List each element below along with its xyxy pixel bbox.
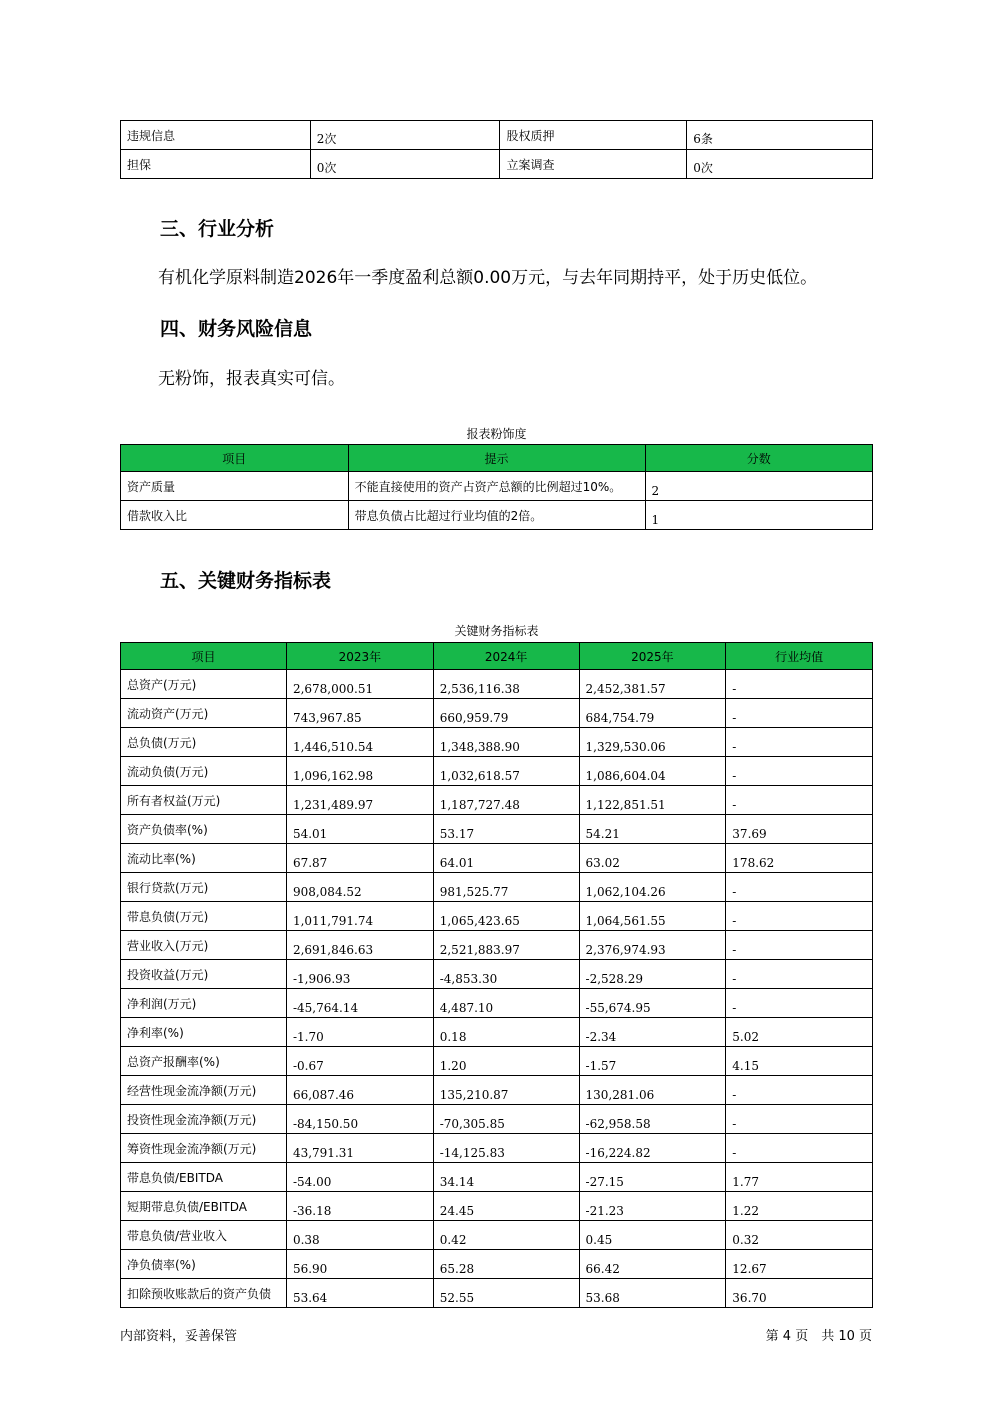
table-row — [121, 472, 873, 501]
info-label: 股权质押 — [500, 121, 687, 150]
metric-value: 743,967.85 — [286, 699, 433, 728]
table-row — [121, 844, 873, 873]
metric-value: 0.45 — [579, 1221, 726, 1250]
metric-value: - — [726, 989, 873, 1018]
metric-value: 1,064,561.55 — [579, 902, 726, 931]
metric-label: 带息负债/营业收入 — [121, 1221, 287, 1250]
metric-value: 0.32 — [726, 1221, 873, 1250]
metric-value: 1.77 — [726, 1163, 873, 1192]
table-cell: 1 — [645, 501, 873, 530]
metric-value: 1,062,104.26 — [579, 873, 726, 902]
metric-value: 0.42 — [433, 1221, 579, 1250]
table-row — [121, 873, 873, 902]
metric-label: 所有者权益(万元) — [121, 786, 287, 815]
metric-label: 扣除预收账款后的资产负债 — [121, 1279, 287, 1308]
metric-value: 37.69 — [726, 815, 873, 844]
metric-label: 流动资产(万元) — [121, 699, 287, 728]
metric-value: 0.38 — [286, 1221, 433, 1250]
metric-value: -4,853.30 — [433, 960, 579, 989]
metric-value: -0.67 — [286, 1047, 433, 1076]
metric-value: 1.20 — [433, 1047, 579, 1076]
metric-value: 2,691,846.63 — [286, 931, 433, 960]
metric-value: 63.02 — [579, 844, 726, 873]
metric-value: -21.23 — [579, 1192, 726, 1221]
table-row — [121, 728, 873, 757]
metric-label: 营业收入(万元) — [121, 931, 287, 960]
metric-value: 684,754.79 — [579, 699, 726, 728]
info-label: 违规信息 — [121, 121, 311, 150]
metric-label: 带息负债/EBITDA — [121, 1163, 287, 1192]
table-row — [121, 1192, 873, 1221]
metric-value: 0.18 — [433, 1018, 579, 1047]
metric-value: 1,231,489.97 — [286, 786, 433, 815]
column-header: 2025年 — [579, 643, 726, 670]
footer-left: 内部资料，妥善保管 — [120, 1329, 238, 1344]
metric-value: 1,011,791.74 — [286, 902, 433, 931]
table-row — [121, 699, 873, 728]
table-caption: 关键财务指标表 — [454, 624, 539, 638]
metric-value: 1,065,423.65 — [433, 902, 579, 931]
metric-value: 1,348,388.90 — [433, 728, 579, 757]
metric-value: 34.14 — [433, 1163, 579, 1192]
info-value: 6条 — [687, 121, 873, 150]
metric-value: 36.70 — [726, 1279, 873, 1308]
info-label: 立案调查 — [500, 150, 687, 179]
metric-value: -2.34 — [579, 1018, 726, 1047]
metric-value: 660,959.79 — [433, 699, 579, 728]
table-cell: 资产质量 — [121, 472, 349, 501]
metric-value: 66,087.46 — [286, 1076, 433, 1105]
metric-value: 2,452,381.57 — [579, 670, 726, 699]
metric-value: 56.90 — [286, 1250, 433, 1279]
metric-label: 资产负债率(%) — [121, 815, 287, 844]
table-header-row — [121, 445, 873, 472]
kpi-table — [120, 642, 873, 1308]
table-cell: 带息负债占比超过行业均值的2倍。 — [348, 501, 645, 530]
metric-value: - — [726, 1076, 873, 1105]
metric-value: -14,125.83 — [433, 1134, 579, 1163]
page-number: 第 4 页 共 10 页 — [765, 1329, 872, 1344]
metric-value: -16,224.82 — [579, 1134, 726, 1163]
metric-value: 53.17 — [433, 815, 579, 844]
table-cell: 借款收入比 — [121, 501, 349, 530]
metric-label: 总负债(万元) — [121, 728, 287, 757]
metric-value: - — [726, 728, 873, 757]
table-row — [121, 786, 873, 815]
metric-value: 67.87 — [286, 844, 433, 873]
metric-label: 经营性现金流净额(万元) — [121, 1076, 287, 1105]
metric-value: 908,084.52 — [286, 873, 433, 902]
section-heading: 四、财务风险信息 — [160, 318, 313, 340]
metric-label: 短期带息负债/EBITDA — [121, 1192, 287, 1221]
metric-label: 流动比率(%) — [121, 844, 287, 873]
metric-value: -54.00 — [286, 1163, 433, 1192]
metric-value: 1,032,618.57 — [433, 757, 579, 786]
metric-value: -55,674.95 — [579, 989, 726, 1018]
column-header: 项目 — [121, 445, 349, 472]
metric-value: 65.28 — [433, 1250, 579, 1279]
metric-value: - — [726, 757, 873, 786]
metric-label: 流动负债(万元) — [121, 757, 287, 786]
metric-value: - — [726, 786, 873, 815]
table-row — [121, 815, 873, 844]
info-value: 2次 — [310, 121, 500, 150]
metric-value: - — [726, 699, 873, 728]
metric-value: 130,281.06 — [579, 1076, 726, 1105]
metric-value: -1,906.93 — [286, 960, 433, 989]
table-row — [121, 670, 873, 699]
section-text: 无粉饰，报表真实可信。 — [158, 369, 345, 389]
table-cell: 2 — [645, 472, 873, 501]
section-heading: 三、行业分析 — [160, 218, 275, 240]
metric-value: 66.42 — [579, 1250, 726, 1279]
section-heading: 五、关键财务指标表 — [160, 570, 332, 592]
column-header: 项目 — [121, 643, 287, 670]
metric-value: 53.68 — [579, 1279, 726, 1308]
table-row — [121, 1018, 873, 1047]
metric-label: 投资性现金流净额(万元) — [121, 1105, 287, 1134]
metric-value: 4,487.10 — [433, 989, 579, 1018]
table-row — [121, 150, 873, 179]
metric-value: 1,122,851.51 — [579, 786, 726, 815]
metric-label: 总资产(万元) — [121, 670, 287, 699]
table-row — [121, 960, 873, 989]
metric-value: - — [726, 931, 873, 960]
fraud-table — [120, 444, 873, 530]
metric-value: 981,525.77 — [433, 873, 579, 902]
metric-value: -62,958.58 — [579, 1105, 726, 1134]
table-row — [121, 1163, 873, 1192]
info-value: 0次 — [687, 150, 873, 179]
column-header: 2023年 — [286, 643, 433, 670]
table-caption: 报表粉饰度 — [466, 427, 527, 441]
metric-value: 53.64 — [286, 1279, 433, 1308]
metric-value: - — [726, 1134, 873, 1163]
metric-value: 12.67 — [726, 1250, 873, 1279]
metric-value: 1,086,604.04 — [579, 757, 726, 786]
metric-value: 64.01 — [433, 844, 579, 873]
table-row — [121, 1250, 873, 1279]
metric-value: 2,521,883.97 — [433, 931, 579, 960]
metric-value: - — [726, 873, 873, 902]
metric-value: 5.02 — [726, 1018, 873, 1047]
table-row — [121, 1134, 873, 1163]
metric-value: 54.01 — [286, 815, 433, 844]
metric-value: -84,150.50 — [286, 1105, 433, 1134]
metric-label: 筹资性现金流净额(万元) — [121, 1134, 287, 1163]
metric-value: -70,305.85 — [433, 1105, 579, 1134]
table-cell: 不能直接使用的资产占资产总额的比例超过10%。 — [348, 472, 645, 501]
table-row — [121, 989, 873, 1018]
metric-label: 净负债率(%) — [121, 1250, 287, 1279]
column-header: 2024年 — [433, 643, 579, 670]
metric-value: 1,329,530.06 — [579, 728, 726, 757]
table-row — [121, 121, 873, 150]
table-row — [121, 757, 873, 786]
metric-value: 1,096,162.98 — [286, 757, 433, 786]
metric-value: 2,536,116.38 — [433, 670, 579, 699]
table-row — [121, 1076, 873, 1105]
metric-value: -45,764.14 — [286, 989, 433, 1018]
column-header: 行业均值 — [726, 643, 873, 670]
metric-label: 净利润(万元) — [121, 989, 287, 1018]
metric-label: 投资收益(万元) — [121, 960, 287, 989]
metric-value: -2,528.29 — [579, 960, 726, 989]
info-label: 担保 — [121, 150, 311, 179]
metric-value: -36.18 — [286, 1192, 433, 1221]
metric-value: 1,187,727.48 — [433, 786, 579, 815]
table-row — [121, 1105, 873, 1134]
metric-value: 2,376,974.93 — [579, 931, 726, 960]
metric-value: 178.62 — [726, 844, 873, 873]
metric-label: 银行贷款(万元) — [121, 873, 287, 902]
metric-value: - — [726, 902, 873, 931]
metric-value: 24.45 — [433, 1192, 579, 1221]
table-row — [121, 501, 873, 530]
metric-value: - — [726, 1105, 873, 1134]
metric-value: 135,210.87 — [433, 1076, 579, 1105]
column-header: 分数 — [645, 445, 873, 472]
metric-value: 52.55 — [433, 1279, 579, 1308]
table-header-row — [121, 643, 873, 670]
metric-value: -27.15 — [579, 1163, 726, 1192]
metric-value: 54.21 — [579, 815, 726, 844]
metric-value: 1.22 — [726, 1192, 873, 1221]
metric-label: 总资产报酬率(%) — [121, 1047, 287, 1076]
kpi-table-body — [121, 670, 873, 1308]
metric-label: 净利率(%) — [121, 1018, 287, 1047]
metric-value: 1,446,510.54 — [286, 728, 433, 757]
section-text: 有机化学原料制造2026年一季度盈利总额0.00万元，与去年同期持平，处于历史低位。 — [158, 268, 818, 288]
table-row — [121, 1279, 873, 1308]
metric-value: - — [726, 670, 873, 699]
table-row — [121, 902, 873, 931]
metric-value: -1.70 — [286, 1018, 433, 1047]
metric-value: 4.15 — [726, 1047, 873, 1076]
table-row — [121, 1047, 873, 1076]
column-header: 提示 — [348, 445, 645, 472]
metric-value: 2,678,000.51 — [286, 670, 433, 699]
metric-value: -1.57 — [579, 1047, 726, 1076]
info-value: 0次 — [310, 150, 500, 179]
table-row — [121, 931, 873, 960]
metric-value: - — [726, 960, 873, 989]
metric-label: 带息负债(万元) — [121, 902, 287, 931]
table-row — [121, 1221, 873, 1250]
metric-value: 43,791.31 — [286, 1134, 433, 1163]
info-table — [120, 120, 873, 179]
